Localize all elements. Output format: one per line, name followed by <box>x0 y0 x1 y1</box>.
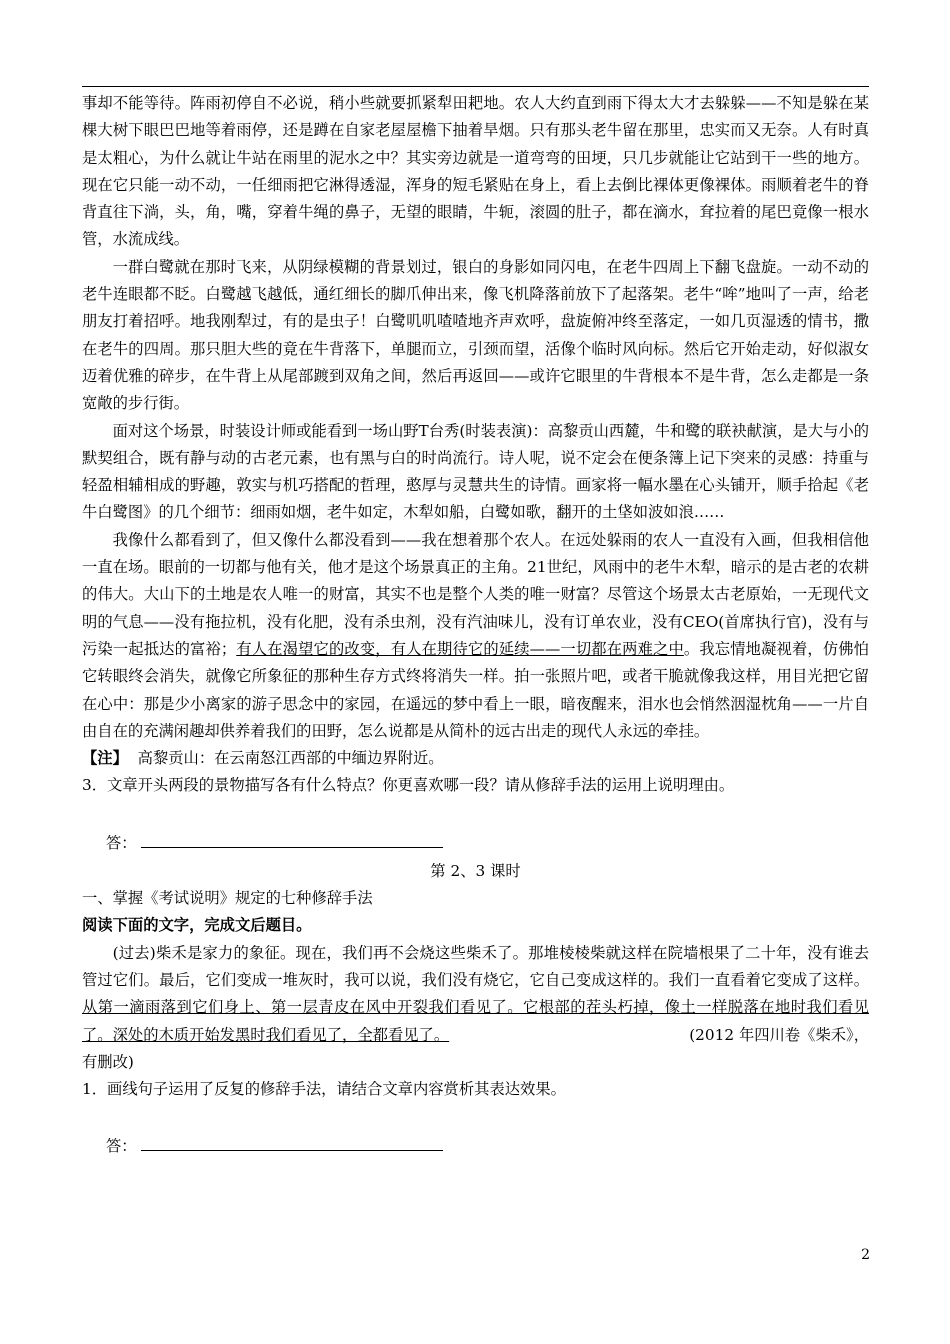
passage-paragraph-1: 事却不能等待。阵雨初停自不必说，稍小些就要抓紧犁田耙地。农人大约直到雨下得太大才去躲躲——不知是躲在某棵大树下眼巴巴地等着雨停，还是蹲在自家老屋屋檐下抽着旱烟。只有那头老牛留在那里，忠实而又无奈。人有时真是太粗心，为什么就让牛站在雨里的泥水之中？其实旁边就是一道弯弯的田埂，只几步就能让它站到干一些的地方。现在它只能一动不动，一任细雨把它淋得透湿，浑身的短毛紧贴在身上，看上去倒比裸体更像裸体。雨顺着老牛的脊背直往下淌，头，角，嘴，穿着牛绳的鼻子，无望的眼睛，牛轭，滚圆的肚子，都在滴水，耷拉着的尾巴竟像一根水管，水流成线。 <box>82 94 869 249</box>
answer-label-2: 答： <box>106 1137 137 1156</box>
passage-paragraph-4 <box>82 527 869 745</box>
note-text: 高黎贡山：在云南怒江西部的中缅边界附近。 <box>137 749 444 768</box>
footnote <box>82 745 869 772</box>
passage-paragraph-3: 面对这个场景，时装设计师或能看到一场山野T台秀(时装表演)：高黎贡山西麓，牛和鹭的联袂献演，是大与小的默契组合，既有静与动的古老元素，也有黑与白的时尚流行。诗人呢，说不定会在便条簿上记下突来的灵感：持重与轻盈相辅相成的野趣，敦实与机巧搭配的哲理，憨厚与灵慧共生的诗情。画家将一幅水墨在心头铺开，顺手拾起《老牛白鹭图》的几个细节：细雨如烟，老牛如定，木犁如船，白鹭如歌，翻开的土垡如波如浪…… <box>82 421 869 522</box>
passage-paragraph-2: 一群白鹭就在那时飞来，从阴绿模糊的背景划过，银白的身影如同闪电，在老牛四周上下翻飞盘旋。一动不动的老牛连眼都不眨。白鹭越飞越低，通红细长的脚爪伸出来，像飞机降落前放下了起落架。老牛“哞”地叫了一声，给老朋友打着招呼。地我刚犁过，有的是虫子！白鹭叽叽喳喳地齐声欢呼，盘旋俯冲终至落定，一如几页湿透的情书，撒在老牛的四周。那只胆大些的竟在牛背落下，单腿而立，引颈而望，活像个临时风向标。然后它开始走动，好似淑女迈着优雅的碎步，在牛背上从尾部踱到双角之间，然后再返回——或许它眼里的牛背根本不是牛背，怎么走都是一条宽敞的步行街。 <box>82 257 869 413</box>
reading-instruction: 阅读下面的文字，完成文后题目。 <box>82 916 312 935</box>
question-3: 3．文章开头两段的景物描写各有什么特点？你更喜欢哪一段？请从修辞手法的运用上说明理由。 <box>82 776 735 795</box>
note-tag: 【注】 <box>82 749 128 768</box>
page-number: 2 <box>861 1247 870 1263</box>
underlined-sentence: 有人在渴望它的改变，有人在期待它的延续——一切都在两难之中 <box>236 639 684 658</box>
section-heading: 第 2、3 课时 <box>430 861 521 880</box>
underlined-repetition: 从第一滴雨落到它们身上、第一层青皮在风中开裂我们看见了。它根部的茬头朽掉，像土一样脱落在地时我们看见了。深处的木质开始发黑时我们看见了，全都看见了。 <box>82 998 869 1044</box>
chaihe-text: (过去)柴禾是家力的象征。现在，我们再不会烧这些柴禾了。那堆棱棱柴就这样在院墙根果了二十年，没有谁去管过它们。最后，它们变成一堆灰时，我可以说，我们没有烧它，它自己变成这样的。我们一直看着它变成了这样。 <box>82 943 869 989</box>
source-citation-end: 有删改) <box>82 1052 134 1071</box>
source-citation: (2012 年四川卷《柴禾》， <box>689 1025 869 1044</box>
answer-field[interactable] <box>82 828 869 858</box>
answer-blank[interactable] <box>141 831 443 848</box>
paragraph-4-text: 我像什么都看到了，但又像什么都没看到——我在想着那个农人。在远处躲雨的农人一直没有入画，但我相信他一直在场。眼前的一切都与他有关，他才是这个场景真正的主角。21世纪，风雨中的老牛木犁，暗示的是古老的农耕的伟大。大山下的土地是农人唯一的财富，其实不也是整个人类的唯一财富？尽管这个场景太古老原始，一无现代文明的气息——没有拖拉机，没有化肥，没有杀虫剂，没有汽油味儿，没有订单农业，没有CEO(首席执行官)，没有与污染一起抵达的富裕； <box>82 530 869 658</box>
section-subheading: 一、掌握《考试说明》规定的七种修辞手法 <box>82 889 373 908</box>
answer-blank-2[interactable] <box>141 1134 443 1151</box>
answer-label: 答： <box>106 833 137 852</box>
document-body <box>82 90 869 1161</box>
passage-chaihe <box>82 940 869 1049</box>
question-1: 1．画线句子运用了反复的修辞手法，请结合文章内容赏析其表达效果。 <box>82 1080 566 1099</box>
answer-field-2[interactable] <box>82 1131 869 1161</box>
paragraph-4-text-end: 。我忘情地凝视着，仿佛怕它转眼终会消失，就像它所象征的那种生存方式终将消失一样。拍一张照片吧，或者干脆就像我这样，用目光把它留在心中：那是少小离家的游子思念中的家园，在遥远的梦中看上一眼，暗夜醒来，泪水也会悄然洇湿枕角——一片自由自在的充满闲趣却供养着我们的田野，怎么说都是从简朴的远古出走的现代人永远的牵挂。 <box>82 639 869 740</box>
header-rule <box>82 86 869 87</box>
